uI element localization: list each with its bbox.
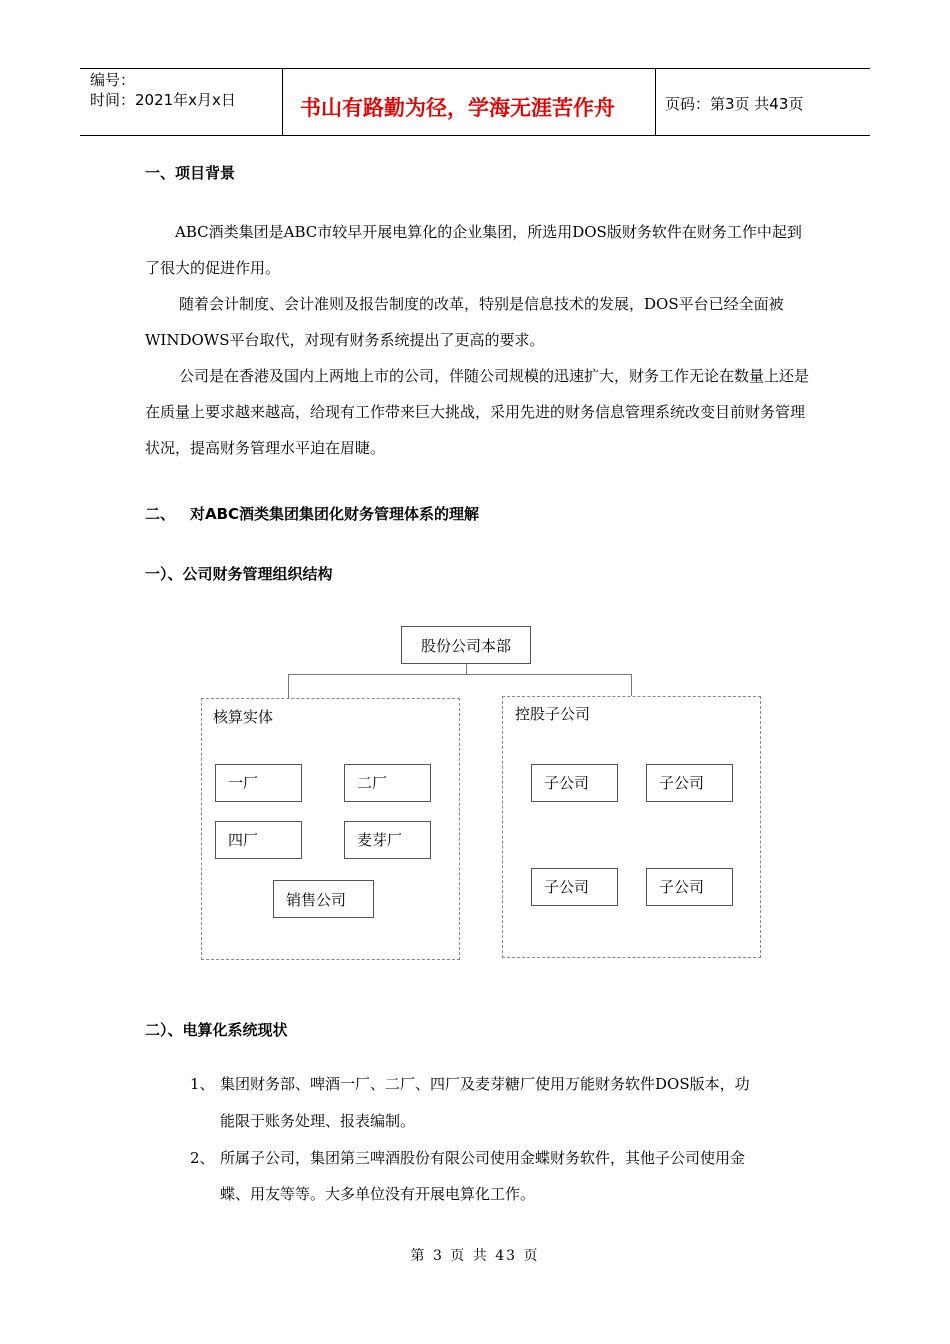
header-top-border bbox=[80, 68, 870, 69]
org-root-label: 股份公司本部 bbox=[420, 637, 511, 655]
list-item-text: 所属子公司，集团第三啤酒股份有限公司使用金蝶财务软件，其他子公司使用金 bbox=[220, 1149, 746, 1167]
subsidiary-box bbox=[531, 764, 618, 802]
subsidiary-box-label: 子公司 bbox=[544, 878, 590, 896]
connector-right-down bbox=[631, 674, 632, 696]
org-item-label: 一厂 bbox=[228, 774, 259, 792]
paragraph-2-text: 随着会计制度、会计准则及报告制度的改革，特别是信息技术的发展，DOS平台已经全面被WINDOWS平台取代，对现有财务系统提出了更高的要求。 bbox=[145, 295, 784, 349]
paragraph-1 bbox=[145, 214, 810, 286]
connector-horizontal bbox=[288, 674, 631, 675]
header-divider-left bbox=[282, 68, 283, 136]
subsidiary-group bbox=[502, 696, 761, 958]
subsection-heading-status: 二）、电算化系统现状 bbox=[145, 1021, 288, 1039]
section-heading-understanding: 对ABC酒类集团集团化财务管理体系的理解 bbox=[190, 505, 480, 523]
subsidiary-box-label: 子公司 bbox=[659, 878, 705, 896]
subsidiary-box bbox=[646, 764, 733, 802]
org-item-box bbox=[215, 821, 302, 859]
paragraph-3 bbox=[145, 358, 810, 466]
page-footer: 第 3 页 共 43 页 bbox=[410, 1248, 540, 1264]
subsidiary-label: 控股子公司 bbox=[515, 705, 591, 723]
section-heading-number: 二、 bbox=[145, 505, 176, 523]
org-item-box bbox=[273, 880, 374, 918]
doc-number-label: 编号： bbox=[90, 71, 136, 89]
list-item-number: 2、 bbox=[190, 1149, 215, 1167]
list-item-text: 集团财务部、啤酒一厂、二厂、四厂及麦芽糖厂使用万能财务软件DOS版本，功 bbox=[220, 1075, 750, 1093]
list-item-text: 蝶、用友等等。大多单位没有开展电算化工作。 bbox=[220, 1185, 536, 1203]
org-item-label: 二厂 bbox=[357, 774, 388, 792]
org-item-label: 四厂 bbox=[228, 831, 259, 849]
paragraph-1-text: ABC酒类集团是ABC市较早开展电算化的企业集团，所选用DOS版财务软件在财务工作中起到了很大的促进作用。 bbox=[145, 223, 802, 277]
org-item-box bbox=[344, 821, 431, 859]
list-item-number: 1、 bbox=[190, 1075, 215, 1093]
subsection-heading-org: 一）、公司财务管理组织结构 bbox=[145, 565, 333, 583]
subsidiary-box bbox=[646, 868, 733, 906]
page-code: 页码：第3页 共43页 bbox=[665, 95, 804, 113]
org-item-box bbox=[344, 764, 431, 802]
header-bottom-border bbox=[80, 135, 870, 136]
org-item-label: 麦芽厂 bbox=[357, 831, 403, 849]
connector-root-down bbox=[466, 664, 467, 674]
header-divider-right bbox=[655, 68, 656, 136]
org-item-box bbox=[215, 764, 302, 802]
connector-left-down bbox=[288, 674, 289, 698]
subsidiary-box-label: 子公司 bbox=[544, 774, 590, 792]
paragraph-3-text: 公司是在香港及国内上两地上市的公司，伴随公司规模的迅速扩大，财务工作无论在数量上还是在质量上要求越来越高，给现有工作带来巨大挑战，采用先进的财务信息管理系统改变目前财务管理状况，提高财务管理水平迫在眉睫。 bbox=[145, 367, 810, 457]
doc-date: 时间：2021年x月x日 bbox=[90, 91, 236, 109]
subsidiary-box bbox=[531, 868, 618, 906]
accounting-entity-label: 核算实体 bbox=[213, 708, 274, 726]
paragraph-2 bbox=[145, 286, 810, 358]
list-item-text: 能限于账务处理、报表编制。 bbox=[220, 1112, 416, 1130]
subsidiary-box-label: 子公司 bbox=[659, 774, 705, 792]
section-heading-background: 一、项目背景 bbox=[145, 164, 236, 182]
header-motto: 书山有路勤为径，学海无涯苦作舟 bbox=[300, 96, 615, 120]
org-item-label: 销售公司 bbox=[286, 891, 347, 909]
org-root-box bbox=[401, 626, 531, 664]
